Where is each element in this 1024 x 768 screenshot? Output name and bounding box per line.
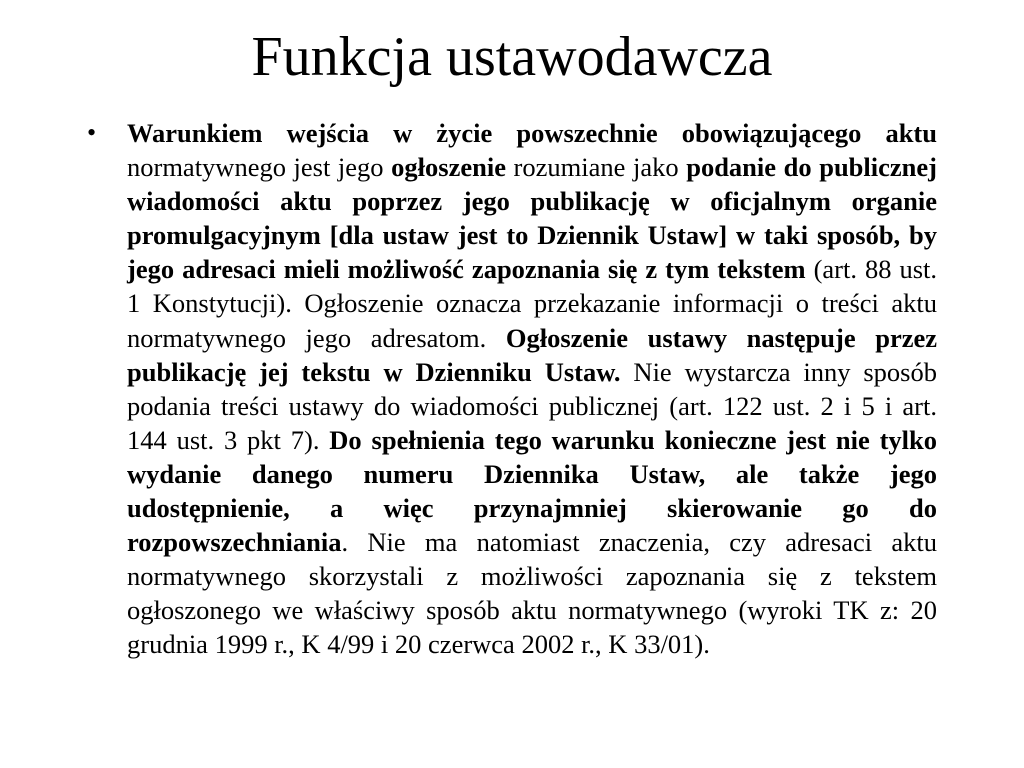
text-segment-bold: Warunkiem wejścia w życie powszechnie obowiązującego aktu bbox=[127, 118, 937, 148]
text-segment-bold: podanie do publicznej wiadomości aktu poprzez jego publikację w oficjalnym organie promulgacyjnym [dla ustaw jest to Dziennik Ustaw] w taki sposób, by jego adresaci mieli możliwość zapoznania się z tym tekstem bbox=[127, 152, 937, 285]
slide-title: Funkcja ustawodawcza bbox=[251, 26, 773, 88]
text-segment-bold: Ogłoszenie ustawy następuje przez publikację jej tekstu w Dzienniku Ustaw. bbox=[127, 322, 937, 387]
text-segment-bold: ogłoszenie bbox=[391, 152, 506, 183]
text-segment: (art. 88 ust. 1 Konstytucji). Ogłoszenie oznacza przekazanie informacji o treści aktu normatywnego jego adresatom. bbox=[127, 254, 937, 353]
text-segment: . Nie ma natomiast znaczenia, czy adresaci aktu normatywnego skorzystali z możliwości zapoznania się z tekstem ogłoszonego we właściwy sposób aktu normatywnego (wyroki TK z: 20 grudnia 1999 r., K 4/99 i 20 czerwca 2002 r., K 33/01). bbox=[127, 527, 937, 660]
text-segment-bold: Do spełnienia tego warunku konieczne jest nie tylko wydanie danego numeru Dziennika Ustaw, ale także jego udostępnienie, a więc przynajmniej skierowanie go do rozpowszechniania bbox=[127, 424, 937, 558]
bullet-item bbox=[87, 116, 937, 662]
bullet-dot-icon: • bbox=[87, 118, 97, 147]
bullet-list bbox=[87, 116, 937, 662]
text-segment: normatywnego jest jego bbox=[127, 152, 392, 183]
text-segment: rozumiane jako bbox=[505, 152, 687, 183]
text-segment: Nie wystarcza inny sposób podania treści ustawy do wiadomości publicznej (art. 122 ust. 2 i 5 i art. 144 ust. 3 pkt 7). bbox=[127, 356, 937, 455]
